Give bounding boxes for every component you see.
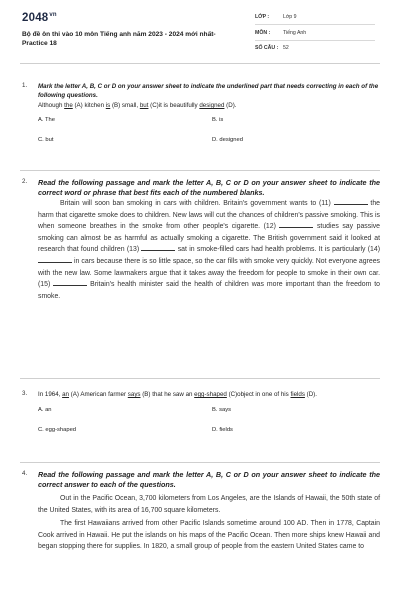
sentence-text: (D). [224,102,237,109]
option-a[interactable]: A. an [38,407,52,413]
sentence-text: (A) American farmer [68,391,128,398]
document-header [0,0,400,58]
options-row [38,136,380,147]
underlined-word: the [64,102,73,109]
passage-text: in cars because there is so little space, so the car fills with smoke very quickly. Not everyone agrees with the new law. Some lawmakers argue that it takes away the freedom for people to smoke in their own car. (15) [38,257,380,289]
option-a[interactable]: A. The [38,117,55,123]
question-sentence [38,390,380,399]
sentence-text: (B) that he saw an [140,391,195,398]
underlined-word: egg-shaped [194,391,227,398]
question-body [38,178,380,302]
sentence-text: (C)object in one of his [226,391,291,398]
passage-text: studies say passive smoking can almost be as harmful as actually smoking a cigarette. The British government said it looked at research that found children (13) [38,223,380,254]
question-4 [22,470,380,600]
meta-count [255,45,289,51]
option-d[interactable]: D. fields [212,427,233,433]
meta-class [255,14,297,20]
question-instruction: Read the following passage and mark the letter A, B, C or D on your answer sheet to indicate the correct word or phrase that best fits each of the numbered blanks. [38,178,380,197]
blank-11 [334,198,368,205]
meta-count-label: SỐ CÂU : [255,45,279,51]
passage [38,198,380,302]
sentence-text: (B) small, [110,102,140,109]
sentence-text: In 1964, [38,391,63,398]
question-body [38,82,380,147]
meta-count-value: 52 [283,45,289,51]
sentence-text: (A) kitchen [72,102,106,109]
question-divider [20,462,380,463]
logo-text: 2048 [22,12,49,24]
option-b[interactable]: B. is [212,117,224,123]
header-divider [20,63,380,64]
question-number: 2. [22,178,28,185]
passage-paragraph: The first Hawaiians arrived from other Pacific Islands sometime around 100 AD. Then in 1778, Captain Cook arrived in Hawaii. He put the islands on his maps of the Pacific Ocean. Then more ships knew Hawaii and began stopping there for supplies. In 1820, a small group of people from the eastern United States came to [38,520,380,551]
meta-class-value: Lớp 9 [283,14,297,20]
logo-suffix: vn [49,12,57,18]
meta-divider [255,24,375,25]
question-divider [20,378,380,379]
blank-12 [279,221,313,228]
question-body [38,470,380,553]
options-row [38,116,380,127]
underlined-word: fields [290,391,305,398]
blank-13 [141,244,175,251]
underlined-word: an [62,391,69,398]
passage-text: the harm that cigarette smoke does to children. New laws will cut the chances of children's passive smoking. This is when someone breathes in the smoke from other people's cigarette. (12) [38,200,380,231]
underlined-word: designed [199,102,225,109]
underlined-word: is [105,102,111,109]
question-sentence [38,101,380,110]
passage [38,493,380,553]
meta-subject-value: Tiếng Anh [283,30,307,36]
question-instruction: Read the following passage and mark the letter A, B, C or D on your answer sheet to indicate the correct answer to each of the questions. [38,470,380,489]
question-number: 1. [22,82,28,89]
question-body [38,390,380,437]
document-title: Bộ đề ôn thi vào 10 môn Tiếng anh năm 2023 - 2024 mới nhất- Practice 18 [22,31,216,47]
question-instruction: Mark the letter A, B, C or D on your answer sheet to indicate the underlined part that needs correcting in each of the following questions. [38,83,379,99]
meta-subject-label: MÔN : [255,30,271,36]
blank-15 [53,279,87,286]
question-number: 3. [22,390,28,397]
meta-class-label: LỚP : [255,14,270,20]
meta-subject [255,30,306,36]
passage-text: Britain's health minister said the health of children was more important than the freedom to smoke. [38,281,381,300]
options-row [38,406,380,417]
option-c[interactable]: C. but [38,137,54,143]
sentence-text: (D). [304,391,317,398]
sentence-text: Although [38,102,65,109]
option-c[interactable]: C. egg-shaped [38,427,77,433]
underlined-word: says [127,391,141,398]
question-number: 4. [22,470,28,477]
blank-14 [38,256,72,263]
passage-text: Britain will soon ban smoking in cars with children. Britain's government wants to (11) [60,200,334,207]
question-2 [22,178,380,374]
option-d[interactable]: D. designed [212,137,243,143]
passage-paragraph: Out in the Pacific Ocean, 3,700 kilometers from Los Angeles, are the Islands of Hawaii, the 50th state of the United States, with its area of 16,700 square kilometers. [38,495,380,514]
question-3 [22,390,380,462]
options-row [38,426,380,437]
sentence-text: (C)it is beautifully [148,102,200,109]
meta-divider [255,40,375,41]
question-1 [22,82,380,166]
underlined-word: but [139,102,149,109]
site-logo[interactable] [22,12,57,24]
option-b[interactable]: B. says [212,407,232,413]
question-divider [20,170,380,171]
passage-text: sat in smoke-filled cars had health problems. It is particularly (14) [175,246,380,254]
